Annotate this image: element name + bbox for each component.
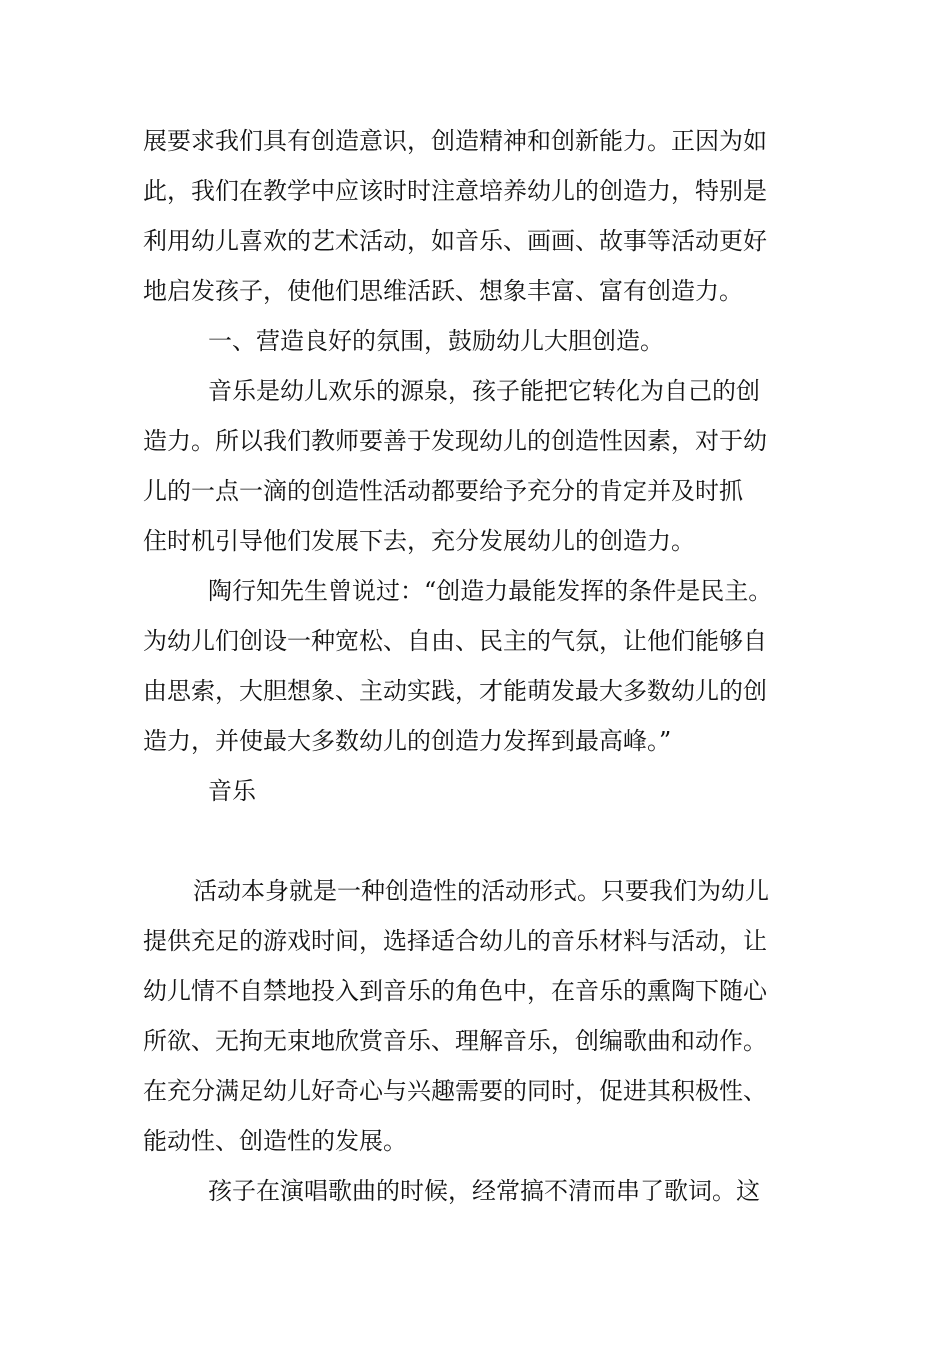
text-line: 儿的一点一滴的创造性活动都要给予充分的肯定并及时抓 [143, 477, 743, 505]
text-line: 音乐 [208, 777, 256, 805]
text-line: 陶行知先生曾说过：“创造力最能发挥的条件是民主。 [208, 577, 773, 605]
text-line: 地启发孩子，使他们思维活跃、想象丰富、富有创造力。 [143, 277, 743, 305]
text-line: 音乐是幼儿欢乐的源泉，孩子能把它转化为自己的创 [208, 377, 760, 405]
text-line: 能动性、创造性的发展。 [143, 1127, 407, 1155]
text-line: 所欲、无拘无束地欣赏音乐、理解音乐，创编歌曲和动作。 [143, 1027, 767, 1055]
text-line: 展要求我们具有创造意识，创造精神和创新能力。正因为如 [143, 127, 767, 155]
text-line: 由思索，大胆想象、主动实践，才能萌发最大多数幼儿的创 [143, 677, 767, 705]
text-line: 利用幼儿喜欢的艺术活动，如音乐、画画、故事等活动更好 [143, 227, 767, 255]
text-line: 造力。所以我们教师要善于发现幼儿的创造性因素，对于幼 [143, 427, 767, 455]
text-line: 孩子在演唱歌曲的时候，经常搞不清而串了歌词。这 [208, 1177, 760, 1205]
text-line: 此，我们在教学中应该时时注意培养幼儿的创造力，特别是 [143, 177, 767, 205]
text-line: 为幼儿们创设一种宽松、自由、民主的气氛，让他们能够自 [143, 627, 767, 655]
text-line: 活动本身就是一种创造性的活动形式。只要我们为幼儿 [193, 877, 769, 905]
text-line: 住时机引导他们发展下去，充分发展幼儿的创造力。 [143, 527, 695, 555]
text-line: 在充分满足幼儿好奇心与兴趣需要的同时，促进其积极性、 [143, 1077, 767, 1105]
section-heading: 一、营造良好的氛围，鼓励幼儿大胆创造。 [208, 327, 664, 355]
text-line: 幼儿情不自禁地投入到音乐的角色中，在音乐的熏陶下随心 [143, 977, 767, 1005]
text-line: 提供充足的游戏时间，选择适合幼儿的音乐材料与活动，让 [143, 927, 767, 955]
text-line: 造力，并使最大多数幼儿的创造力发挥到最高峰。” [143, 727, 672, 755]
